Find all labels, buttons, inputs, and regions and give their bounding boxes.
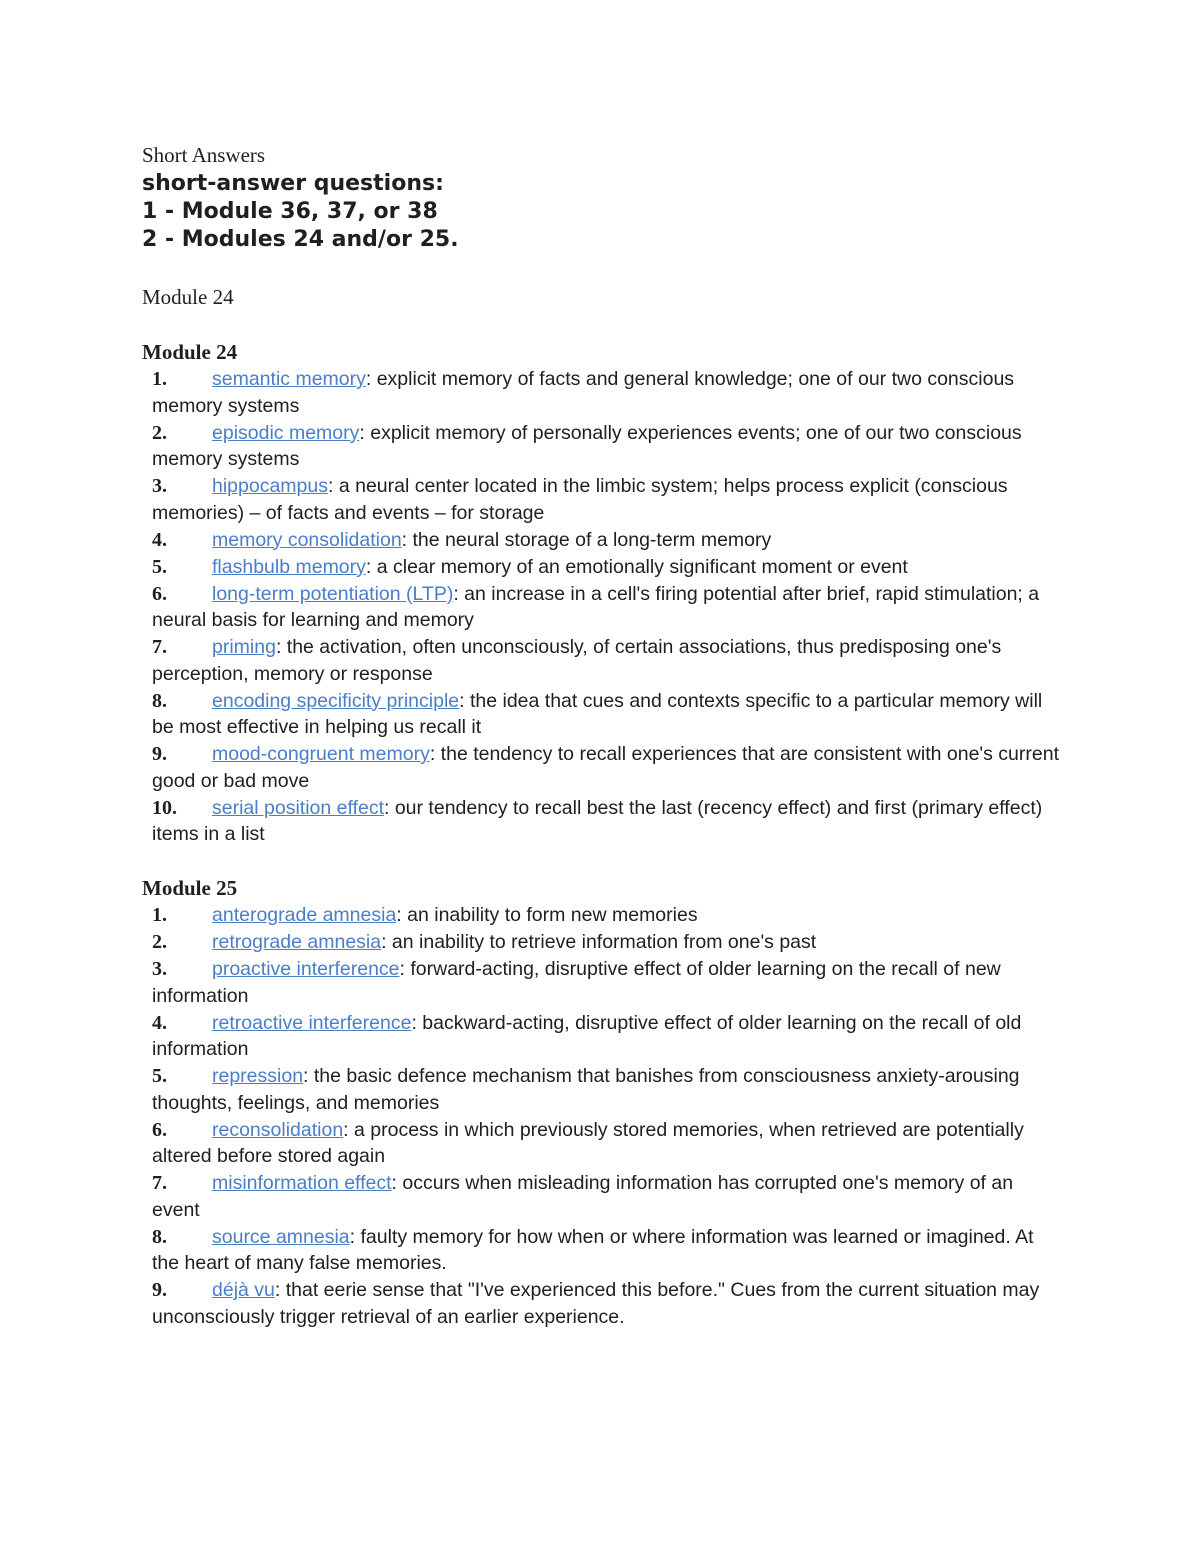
- term-definition: : the basic defence mechanism that banishes from consciousness anxiety-arousing thoughts, feelings, and memories: [152, 1065, 1020, 1114]
- term-link[interactable]: source amnesia: [212, 1225, 350, 1248]
- item-number: 6.: [152, 582, 167, 605]
- item-number: 6.: [152, 1118, 167, 1141]
- term-definition: : faulty memory for how when or where information was learned or imagined. At the heart of many false memories.: [152, 1225, 1034, 1274]
- list-item: [152, 956, 1062, 1009]
- list-item: [152, 634, 1062, 687]
- item-number: 2.: [152, 421, 167, 444]
- term-definition: : explicit memory of personally experiences events; one of our two conscious memory systems: [152, 421, 1022, 470]
- item-number: 9.: [152, 743, 167, 765]
- list-item: [152, 527, 1062, 554]
- list-item: [152, 473, 1062, 526]
- term-definition: : forward-acting, disruptive effect of older learning on the recall of new information: [152, 958, 1001, 1007]
- subtitle-line-3: 2 - Modules 24 and/or 25.: [142, 227, 459, 252]
- subtitle-line-1: short-answer questions:: [142, 171, 444, 196]
- list-item: [152, 1063, 1062, 1116]
- term-definition: : an inability to form new memories: [396, 904, 698, 926]
- term-link[interactable]: serial position effect: [212, 796, 384, 819]
- list-item: [152, 795, 1062, 848]
- term-definition: : a process in which previously stored memories, when retrieved are potentially altered before stored again: [152, 1118, 1024, 1167]
- item-number: 3.: [152, 475, 167, 497]
- list-item: [152, 554, 1062, 581]
- term-link[interactable]: priming: [212, 636, 276, 658]
- list-item: [152, 1117, 1062, 1170]
- item-number: 7.: [152, 1172, 167, 1194]
- term-link[interactable]: proactive interference: [212, 958, 400, 980]
- term-link[interactable]: misinformation effect: [212, 1172, 392, 1194]
- term-definition: : that eerie sense that "I've experienced this before." Cues from the current situation may unconsciously trigger retrieval of an earlier experience.: [152, 1279, 1040, 1328]
- module-24-heading-bold: Module 24: [142, 340, 238, 364]
- term-definition: : an increase in a cell's firing potential after brief, rapid stimulation; a neural basis for learning and memory: [152, 582, 1040, 631]
- list-item: [152, 1224, 1062, 1277]
- term-link[interactable]: retrograde amnesia: [212, 931, 382, 953]
- item-number: 8.: [152, 689, 167, 712]
- list-item: [152, 741, 1062, 794]
- term-definition: : the idea that cues and contexts specific to a particular memory will be most effective in helping us recall it: [152, 689, 1043, 738]
- item-number: 8.: [152, 1225, 167, 1248]
- list-item: [152, 688, 1062, 741]
- module-25-heading: Module 25: [142, 876, 238, 900]
- term-link[interactable]: retroactive interference: [212, 1011, 412, 1034]
- term-definition: : an inability to retrieve information from one's past: [381, 931, 817, 953]
- module-24-list: [142, 366, 1062, 848]
- item-number: 7.: [152, 636, 167, 658]
- module-24-heading: Module 24: [142, 285, 234, 309]
- list-item: [152, 1010, 1062, 1063]
- term-definition: : occurs when misleading information has corrupted one's memory of an event: [152, 1172, 1014, 1221]
- term-link[interactable]: anterograde amnesia: [212, 904, 397, 926]
- list-item: [152, 929, 1062, 956]
- term-definition: : explicit memory of facts and general knowledge; one of our two conscious memory systems: [152, 368, 1015, 417]
- term-link[interactable]: repression: [212, 1065, 304, 1087]
- term-definition: : our tendency to recall best the last (recency effect) and first (primary effect) items in a list: [152, 796, 1043, 845]
- term-definition: : the neural storage of a long-term memory: [401, 528, 772, 551]
- list-item: [152, 420, 1062, 473]
- subtitle-line-2: 1 - Module 36, 37, or 38: [142, 199, 438, 224]
- module-25-list: [142, 902, 1062, 1330]
- term-definition: : backward-acting, disruptive effect of older learning on the recall of old information: [152, 1011, 1022, 1060]
- term-link[interactable]: flashbulb memory: [212, 555, 366, 578]
- term-link[interactable]: hippocampus: [212, 475, 328, 497]
- term-link[interactable]: reconsolidation: [212, 1118, 344, 1141]
- term-definition: : the activation, often unconsciously, of certain associations, thus predisposing one's perception, memory or response: [152, 636, 1002, 685]
- term-definition: : a clear memory of an emotionally significant moment or event: [365, 555, 908, 578]
- item-number: 1.: [152, 904, 167, 926]
- list-item: [152, 1277, 1062, 1330]
- term-link[interactable]: long-term potentiation (LTP): [212, 582, 454, 605]
- list-item: [152, 1170, 1062, 1223]
- term-definition: : the tendency to recall experiences that are consistent with one's current good or bad move: [152, 743, 1059, 792]
- list-item: [152, 366, 1062, 419]
- list-item: [152, 902, 1062, 929]
- document-title: Short Answers: [142, 143, 266, 167]
- item-number: 5.: [152, 555, 167, 578]
- term-link[interactable]: encoding specificity principle: [212, 689, 460, 712]
- item-number: 2.: [152, 931, 167, 953]
- list-item: [152, 581, 1062, 634]
- term-definition: : a neural center located in the limbic system; helps process explicit (conscious memories) – of facts and events – for storage: [152, 475, 1008, 524]
- term-link[interactable]: mood-congruent memory: [212, 743, 430, 765]
- term-link[interactable]: episodic memory: [212, 421, 360, 444]
- term-link[interactable]: déjà vu: [212, 1279, 275, 1301]
- item-number: 10.: [152, 796, 177, 819]
- item-number: 4.: [152, 1011, 167, 1034]
- item-number: 9.: [152, 1279, 167, 1301]
- term-link[interactable]: semantic memory: [212, 368, 366, 390]
- item-number: 4.: [152, 528, 167, 551]
- item-number: 3.: [152, 958, 167, 980]
- item-number: 1.: [152, 368, 167, 390]
- item-number: 5.: [152, 1065, 167, 1087]
- document-page: [142, 140, 1062, 1331]
- term-link[interactable]: memory consolidation: [212, 528, 402, 551]
